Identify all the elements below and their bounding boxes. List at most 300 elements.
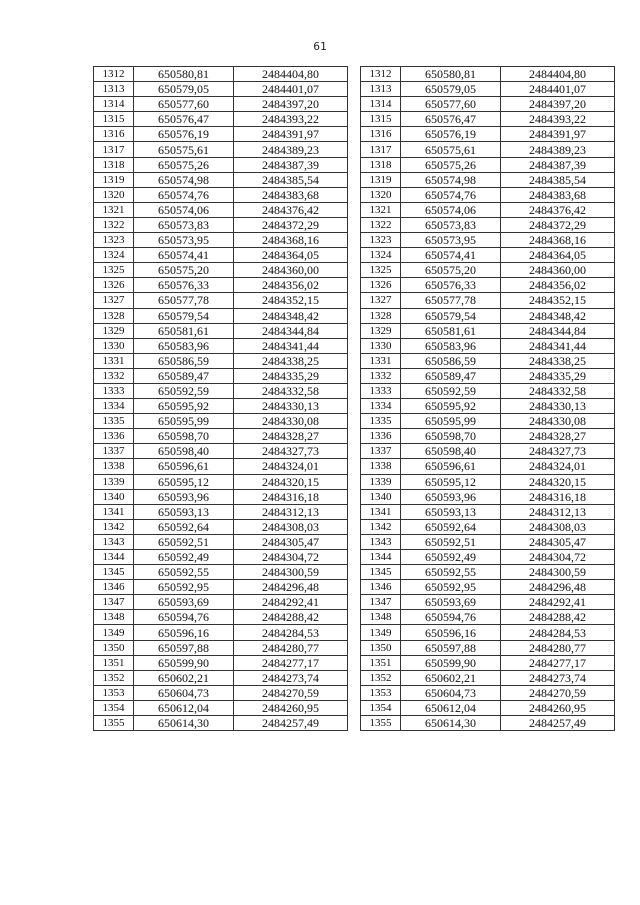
y-coordinate-cell: 2484288,42: [501, 610, 615, 625]
table-row: [361, 97, 615, 112]
x-coordinate-cell: 650595,99: [401, 414, 501, 429]
x-coordinate-cell: 650579,54: [401, 308, 501, 323]
x-coordinate-cell: 650592,55: [134, 565, 234, 580]
point-number-cell: 1328: [94, 308, 134, 323]
x-coordinate-cell: 650596,61: [134, 459, 234, 474]
point-number-cell: 1343: [94, 534, 134, 549]
x-coordinate-cell: 650598,70: [401, 429, 501, 444]
x-coordinate-cell: 650576,33: [401, 278, 501, 293]
y-coordinate-cell: 2484330,13: [234, 399, 348, 414]
y-coordinate-cell: 2484376,42: [234, 202, 348, 217]
table-row: [361, 610, 615, 625]
table-row: [361, 504, 615, 519]
point-number-cell: 1326: [361, 278, 401, 293]
point-number-cell: 1335: [94, 414, 134, 429]
y-coordinate-cell: 2484348,42: [234, 308, 348, 323]
table-row: [361, 655, 615, 670]
point-number-cell: 1318: [94, 157, 134, 172]
table-row: [94, 293, 348, 308]
point-number-cell: 1337: [94, 444, 134, 459]
x-coordinate-cell: 650592,59: [134, 383, 234, 398]
table-row: [361, 414, 615, 429]
point-number-cell: 1341: [94, 504, 134, 519]
y-coordinate-cell: 2484270,59: [501, 685, 615, 700]
y-coordinate-cell: 2484335,29: [501, 368, 615, 383]
point-number-cell: 1320: [361, 187, 401, 202]
point-number-cell: 1314: [361, 97, 401, 112]
y-coordinate-cell: 2484360,00: [501, 263, 615, 278]
point-number-cell: 1312: [94, 67, 134, 82]
y-coordinate-cell: 2484368,16: [234, 233, 348, 248]
x-coordinate-cell: 650576,19: [401, 127, 501, 142]
y-coordinate-cell: 2484387,39: [234, 157, 348, 172]
point-number-cell: 1329: [361, 323, 401, 338]
table-row: [361, 82, 615, 97]
x-coordinate-cell: 650577,60: [401, 97, 501, 112]
x-coordinate-cell: 650589,47: [134, 368, 234, 383]
x-coordinate-cell: 650594,76: [134, 610, 234, 625]
table-row: [361, 685, 615, 700]
table-row: [94, 534, 348, 549]
y-coordinate-cell: 2484397,20: [501, 97, 615, 112]
x-coordinate-cell: 650586,59: [401, 353, 501, 368]
point-number-cell: 1345: [94, 565, 134, 580]
point-number-cell: 1315: [361, 112, 401, 127]
table-row: [361, 368, 615, 383]
table-row: [361, 670, 615, 685]
x-coordinate-cell: 650583,96: [401, 338, 501, 353]
y-coordinate-cell: 2484393,22: [234, 112, 348, 127]
table-row: [94, 610, 348, 625]
y-coordinate-cell: 2484327,73: [234, 444, 348, 459]
x-coordinate-cell: 650592,49: [134, 550, 234, 565]
table-row: [361, 474, 615, 489]
table-row: [361, 233, 615, 248]
point-number-cell: 1353: [94, 685, 134, 700]
table-row: [94, 504, 348, 519]
y-coordinate-cell: 2484372,29: [234, 217, 348, 232]
point-number-cell: 1321: [94, 202, 134, 217]
y-coordinate-cell: 2484338,25: [234, 353, 348, 368]
y-coordinate-cell: 2484401,07: [234, 82, 348, 97]
point-number-cell: 1333: [94, 383, 134, 398]
x-coordinate-cell: 650586,59: [134, 353, 234, 368]
x-coordinate-cell: 650595,12: [134, 474, 234, 489]
point-number-cell: 1328: [361, 308, 401, 323]
y-coordinate-cell: 2484332,58: [501, 383, 615, 398]
x-coordinate-cell: 650614,30: [401, 716, 501, 731]
table-row: [361, 142, 615, 157]
x-coordinate-cell: 650612,04: [401, 700, 501, 715]
coordinates-table-right-body: [361, 67, 615, 731]
point-number-cell: 1339: [361, 474, 401, 489]
table-row: [361, 172, 615, 187]
point-number-cell: 1313: [94, 82, 134, 97]
y-coordinate-cell: 2484344,84: [501, 323, 615, 338]
point-number-cell: 1351: [94, 655, 134, 670]
y-coordinate-cell: 2484372,29: [501, 217, 615, 232]
point-number-cell: 1319: [94, 172, 134, 187]
table-row: [361, 202, 615, 217]
table-row: [94, 565, 348, 580]
point-number-cell: 1324: [94, 248, 134, 263]
y-coordinate-cell: 2484300,59: [234, 565, 348, 580]
table-row: [94, 217, 348, 232]
y-coordinate-cell: 2484332,58: [234, 383, 348, 398]
table-row: [361, 565, 615, 580]
y-coordinate-cell: 2484352,15: [501, 293, 615, 308]
table-row: [361, 625, 615, 640]
table-row: [94, 112, 348, 127]
x-coordinate-cell: 650592,95: [401, 580, 501, 595]
table-row: [361, 187, 615, 202]
x-coordinate-cell: 650593,13: [401, 504, 501, 519]
table-row: [94, 278, 348, 293]
y-coordinate-cell: 2484257,49: [501, 716, 615, 731]
table-row: [94, 368, 348, 383]
point-number-cell: 1346: [361, 580, 401, 595]
table-row: [94, 338, 348, 353]
x-coordinate-cell: 650593,13: [134, 504, 234, 519]
y-coordinate-cell: 2484335,29: [234, 368, 348, 383]
table-row: [94, 489, 348, 504]
point-number-cell: 1314: [94, 97, 134, 112]
x-coordinate-cell: 650574,41: [401, 248, 501, 263]
x-coordinate-cell: 650598,40: [134, 444, 234, 459]
table-row: [94, 127, 348, 142]
x-coordinate-cell: 650592,64: [134, 519, 234, 534]
point-number-cell: 1324: [361, 248, 401, 263]
y-coordinate-cell: 2484284,53: [234, 625, 348, 640]
point-number-cell: 1352: [94, 670, 134, 685]
y-coordinate-cell: 2484389,23: [501, 142, 615, 157]
point-number-cell: 1354: [94, 700, 134, 715]
table-row: [94, 67, 348, 82]
y-coordinate-cell: 2484397,20: [234, 97, 348, 112]
point-number-cell: 1348: [361, 610, 401, 625]
x-coordinate-cell: 650575,61: [134, 142, 234, 157]
point-number-cell: 1332: [94, 368, 134, 383]
table-row: [361, 383, 615, 398]
y-coordinate-cell: 2484404,80: [234, 67, 348, 82]
y-coordinate-cell: 2484341,44: [501, 338, 615, 353]
point-number-cell: 1332: [361, 368, 401, 383]
y-coordinate-cell: 2484364,05: [234, 248, 348, 263]
y-coordinate-cell: 2484270,59: [234, 685, 348, 700]
point-number-cell: 1353: [361, 685, 401, 700]
table-row: [361, 519, 615, 534]
table-row: [361, 278, 615, 293]
y-coordinate-cell: 2484387,39: [501, 157, 615, 172]
y-coordinate-cell: 2484330,08: [234, 414, 348, 429]
point-number-cell: 1315: [94, 112, 134, 127]
y-coordinate-cell: 2484277,17: [501, 655, 615, 670]
y-coordinate-cell: 2484344,84: [234, 323, 348, 338]
table-row: [361, 399, 615, 414]
point-number-cell: 1326: [94, 278, 134, 293]
table-row: [361, 489, 615, 504]
table-row: [94, 444, 348, 459]
table-row: [94, 655, 348, 670]
point-number-cell: 1349: [94, 625, 134, 640]
point-number-cell: 1323: [361, 233, 401, 248]
table-row: [94, 700, 348, 715]
point-number-cell: 1338: [361, 459, 401, 474]
x-coordinate-cell: 650599,90: [401, 655, 501, 670]
x-coordinate-cell: 650592,51: [134, 534, 234, 549]
table-row: [361, 67, 615, 82]
x-coordinate-cell: 650604,73: [134, 685, 234, 700]
x-coordinate-cell: 650596,16: [134, 625, 234, 640]
x-coordinate-cell: 650583,96: [134, 338, 234, 353]
point-number-cell: 1330: [361, 338, 401, 353]
point-number-cell: 1318: [361, 157, 401, 172]
table-row: [94, 233, 348, 248]
y-coordinate-cell: 2484391,97: [501, 127, 615, 142]
point-number-cell: 1346: [94, 580, 134, 595]
table-row: [361, 323, 615, 338]
y-coordinate-cell: 2484312,13: [234, 504, 348, 519]
y-coordinate-cell: 2484391,97: [234, 127, 348, 142]
point-number-cell: 1344: [361, 550, 401, 565]
x-coordinate-cell: 650598,70: [134, 429, 234, 444]
table-row: [361, 112, 615, 127]
point-number-cell: 1317: [361, 142, 401, 157]
y-coordinate-cell: 2484273,74: [234, 670, 348, 685]
y-coordinate-cell: 2484296,48: [234, 580, 348, 595]
y-coordinate-cell: 2484393,22: [501, 112, 615, 127]
point-number-cell: 1355: [94, 716, 134, 731]
point-number-cell: 1340: [361, 489, 401, 504]
point-number-cell: 1319: [361, 172, 401, 187]
x-coordinate-cell: 650574,76: [134, 187, 234, 202]
y-coordinate-cell: 2484389,23: [234, 142, 348, 157]
y-coordinate-cell: 2484338,25: [501, 353, 615, 368]
table-row: [361, 580, 615, 595]
point-number-cell: 1338: [94, 459, 134, 474]
y-coordinate-cell: 2484308,03: [234, 519, 348, 534]
x-coordinate-cell: 650602,21: [134, 670, 234, 685]
y-coordinate-cell: 2484330,13: [501, 399, 615, 414]
table-row: [361, 217, 615, 232]
x-coordinate-cell: 650592,51: [401, 534, 501, 549]
x-coordinate-cell: 650592,59: [401, 383, 501, 398]
table-row: [361, 429, 615, 444]
x-coordinate-cell: 650575,20: [401, 263, 501, 278]
y-coordinate-cell: 2484328,27: [234, 429, 348, 444]
table-row: [94, 474, 348, 489]
y-coordinate-cell: 2484368,16: [501, 233, 615, 248]
table-row: [94, 157, 348, 172]
point-number-cell: 1342: [361, 519, 401, 534]
x-coordinate-cell: 650573,83: [134, 217, 234, 232]
y-coordinate-cell: 2484324,01: [234, 459, 348, 474]
table-row: [361, 534, 615, 549]
x-coordinate-cell: 650576,33: [134, 278, 234, 293]
point-number-cell: 1322: [94, 217, 134, 232]
table-row: [361, 293, 615, 308]
x-coordinate-cell: 650593,96: [134, 489, 234, 504]
point-number-cell: 1355: [361, 716, 401, 731]
table-row: [361, 444, 615, 459]
point-number-cell: 1327: [94, 293, 134, 308]
y-coordinate-cell: 2484292,41: [234, 595, 348, 610]
y-coordinate-cell: 2484312,13: [501, 504, 615, 519]
table-row: [94, 519, 348, 534]
x-coordinate-cell: 650597,88: [134, 640, 234, 655]
x-coordinate-cell: 650575,26: [134, 157, 234, 172]
y-coordinate-cell: 2484308,03: [501, 519, 615, 534]
y-coordinate-cell: 2484324,01: [501, 459, 615, 474]
y-coordinate-cell: 2484320,15: [501, 474, 615, 489]
y-coordinate-cell: 2484292,41: [501, 595, 615, 610]
x-coordinate-cell: 650581,61: [134, 323, 234, 338]
table-row: [94, 685, 348, 700]
point-number-cell: 1351: [361, 655, 401, 670]
point-number-cell: 1348: [94, 610, 134, 625]
x-coordinate-cell: 650574,98: [134, 172, 234, 187]
y-coordinate-cell: 2484356,02: [501, 278, 615, 293]
table-row: [94, 595, 348, 610]
point-number-cell: 1331: [361, 353, 401, 368]
point-number-cell: 1354: [361, 700, 401, 715]
x-coordinate-cell: 650595,99: [134, 414, 234, 429]
x-coordinate-cell: 650579,05: [401, 82, 501, 97]
page-number: 61: [313, 40, 327, 53]
point-number-cell: 1329: [94, 323, 134, 338]
x-coordinate-cell: 650581,61: [401, 323, 501, 338]
x-coordinate-cell: 650593,69: [401, 595, 501, 610]
y-coordinate-cell: 2484383,68: [501, 187, 615, 202]
x-coordinate-cell: 650574,06: [401, 202, 501, 217]
x-coordinate-cell: 650574,06: [134, 202, 234, 217]
y-coordinate-cell: 2484352,15: [234, 293, 348, 308]
y-coordinate-cell: 2484320,15: [234, 474, 348, 489]
x-coordinate-cell: 650576,47: [401, 112, 501, 127]
y-coordinate-cell: 2484280,77: [501, 640, 615, 655]
point-number-cell: 1321: [361, 202, 401, 217]
point-number-cell: 1325: [94, 263, 134, 278]
y-coordinate-cell: 2484327,73: [501, 444, 615, 459]
table-row: [361, 595, 615, 610]
table-row: [361, 157, 615, 172]
table-row: [361, 459, 615, 474]
x-coordinate-cell: 650595,12: [401, 474, 501, 489]
table-row: [94, 248, 348, 263]
point-number-cell: 1323: [94, 233, 134, 248]
y-coordinate-cell: 2484300,59: [501, 565, 615, 580]
x-coordinate-cell: 650602,21: [401, 670, 501, 685]
x-coordinate-cell: 650599,90: [134, 655, 234, 670]
table-row: [361, 550, 615, 565]
table-row: [94, 97, 348, 112]
point-number-cell: 1334: [361, 399, 401, 414]
y-coordinate-cell: 2484376,42: [501, 202, 615, 217]
y-coordinate-cell: 2484305,47: [234, 534, 348, 549]
y-coordinate-cell: 2484356,02: [234, 278, 348, 293]
point-number-cell: 1316: [94, 127, 134, 142]
x-coordinate-cell: 650575,20: [134, 263, 234, 278]
y-coordinate-cell: 2484260,95: [234, 700, 348, 715]
point-number-cell: 1331: [94, 353, 134, 368]
x-coordinate-cell: 650595,92: [401, 399, 501, 414]
x-coordinate-cell: 650597,88: [401, 640, 501, 655]
table-row: [361, 127, 615, 142]
x-coordinate-cell: 650576,47: [134, 112, 234, 127]
x-coordinate-cell: 650577,78: [401, 293, 501, 308]
y-coordinate-cell: 2484277,17: [234, 655, 348, 670]
x-coordinate-cell: 650592,64: [401, 519, 501, 534]
table-row: [94, 399, 348, 414]
table-row: [94, 172, 348, 187]
x-coordinate-cell: 650580,81: [134, 67, 234, 82]
point-number-cell: 1334: [94, 399, 134, 414]
point-number-cell: 1343: [361, 534, 401, 549]
x-coordinate-cell: 650574,41: [134, 248, 234, 263]
table-row: [94, 670, 348, 685]
x-coordinate-cell: 650573,83: [401, 217, 501, 232]
point-number-cell: 1347: [94, 595, 134, 610]
x-coordinate-cell: 650576,19: [134, 127, 234, 142]
table-row: [94, 323, 348, 338]
point-number-cell: 1352: [361, 670, 401, 685]
point-number-cell: 1312: [361, 67, 401, 82]
y-coordinate-cell: 2484296,48: [501, 580, 615, 595]
point-number-cell: 1320: [94, 187, 134, 202]
coordinates-table-left: [93, 66, 348, 731]
x-coordinate-cell: 650604,73: [401, 685, 501, 700]
point-number-cell: 1325: [361, 263, 401, 278]
table-row: [361, 248, 615, 263]
x-coordinate-cell: 650614,30: [134, 716, 234, 731]
x-coordinate-cell: 650573,95: [401, 233, 501, 248]
x-coordinate-cell: 650593,96: [401, 489, 501, 504]
y-coordinate-cell: 2484260,95: [501, 700, 615, 715]
x-coordinate-cell: 650575,61: [401, 142, 501, 157]
y-coordinate-cell: 2484305,47: [501, 534, 615, 549]
x-coordinate-cell: 650596,16: [401, 625, 501, 640]
x-coordinate-cell: 650575,26: [401, 157, 501, 172]
table-row: [94, 142, 348, 157]
table-row: [94, 459, 348, 474]
y-coordinate-cell: 2484257,49: [234, 716, 348, 731]
y-coordinate-cell: 2484364,05: [501, 248, 615, 263]
x-coordinate-cell: 650595,92: [134, 399, 234, 414]
x-coordinate-cell: 650589,47: [401, 368, 501, 383]
x-coordinate-cell: 650579,05: [134, 82, 234, 97]
point-number-cell: 1340: [94, 489, 134, 504]
table-row: [94, 383, 348, 398]
point-number-cell: 1350: [94, 640, 134, 655]
table-row: [361, 716, 615, 731]
x-coordinate-cell: 650596,61: [401, 459, 501, 474]
table-row: [94, 82, 348, 97]
y-coordinate-cell: 2484316,18: [234, 489, 348, 504]
point-number-cell: 1347: [361, 595, 401, 610]
table-row: [94, 625, 348, 640]
coordinates-table-left-body: [94, 67, 348, 731]
table-row: [361, 308, 615, 323]
y-coordinate-cell: 2484273,74: [501, 670, 615, 685]
y-coordinate-cell: 2484401,07: [501, 82, 615, 97]
table-row: [94, 308, 348, 323]
y-coordinate-cell: 2484304,72: [501, 550, 615, 565]
point-number-cell: 1317: [94, 142, 134, 157]
point-number-cell: 1344: [94, 550, 134, 565]
y-coordinate-cell: 2484328,27: [501, 429, 615, 444]
point-number-cell: 1336: [361, 429, 401, 444]
x-coordinate-cell: 650574,98: [401, 172, 501, 187]
